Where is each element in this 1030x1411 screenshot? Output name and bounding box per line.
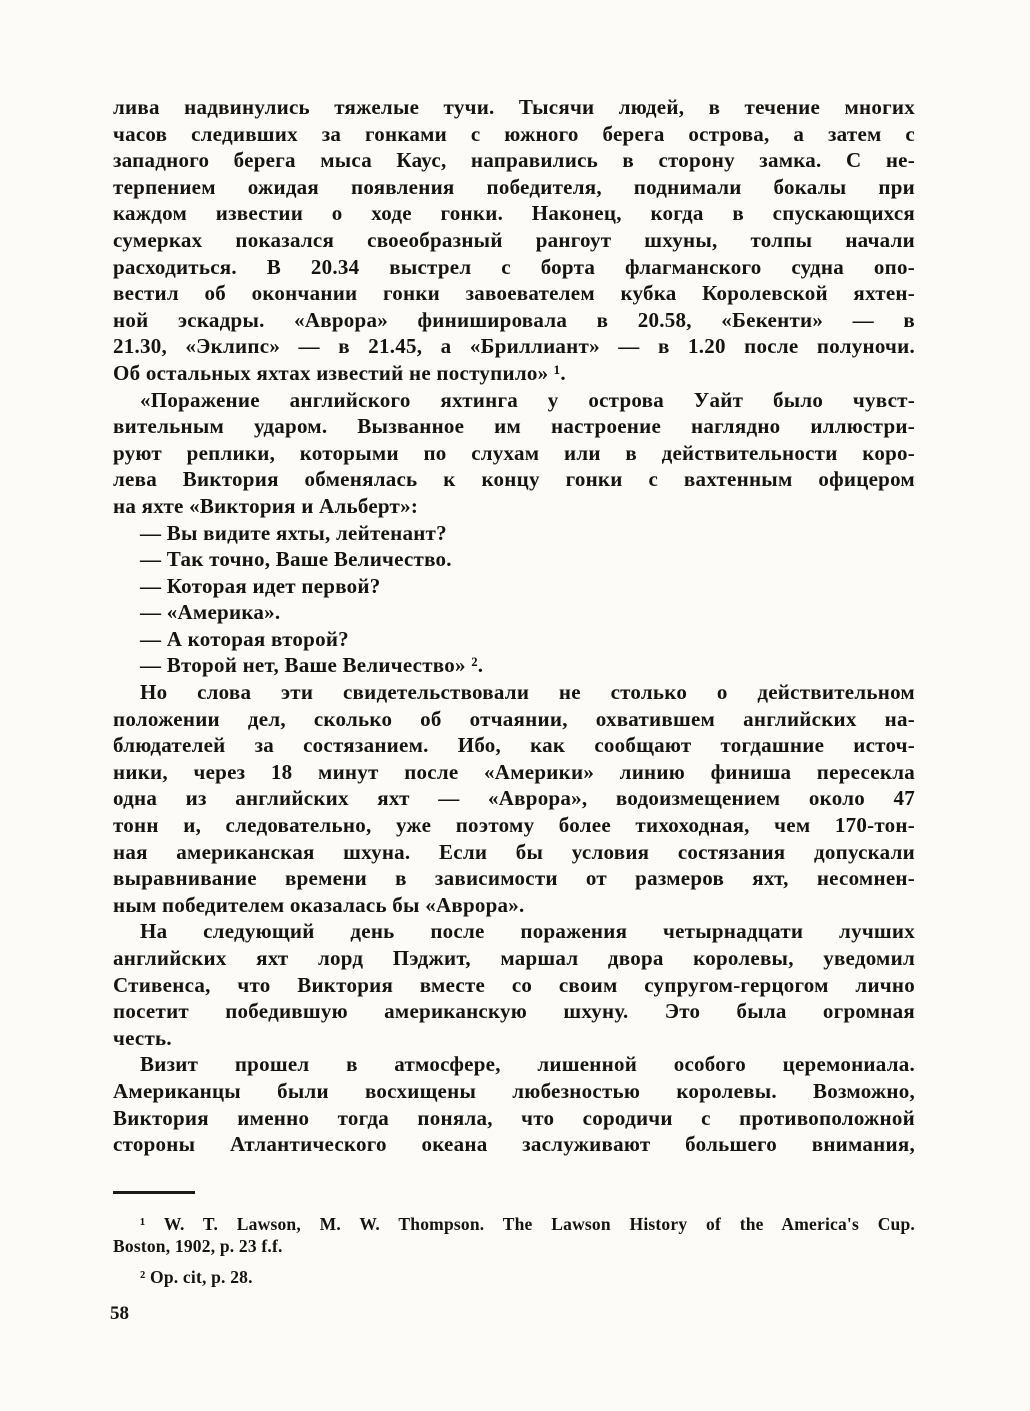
text-line: — А которая второй? xyxy=(140,626,349,651)
text-line: посетит победившую американскую шхуну. Это была огромная xyxy=(113,999,915,1024)
text-line: выравнивание времени в зависимости от размеров яхт, несомнен- xyxy=(113,866,915,891)
text-line: — Которая идет первой? xyxy=(140,573,381,598)
text-line: ¹ W. T. Lawson, M. W. Thompson. The Lawson History of the America's Cup. xyxy=(140,1214,915,1234)
text-line: Американцы были восхищены любезностью королевы. Возможно, xyxy=(113,1078,915,1103)
text-line: ной эскадры. «Аврора» финишировала в 20.58, «Бекенти» — в xyxy=(113,307,915,332)
paragraph xyxy=(113,1266,915,1288)
text-line: каждом известии о ходе гонки. Наконец, когда в спускающихся xyxy=(113,201,915,226)
text-line: одна из английских яхт — «Аврора», водоизмещением около 47 xyxy=(113,786,915,811)
paragraph xyxy=(113,918,915,1051)
text-line: английских яхт лорд Пэджит, маршал двора королевы, уведомил xyxy=(113,946,915,970)
paragraph xyxy=(113,679,915,918)
text-line: ным победителем оказалась бы «Аврора». xyxy=(113,892,525,917)
text-line: руют реплики, которыми по слухам или в действительности коро- xyxy=(113,440,915,465)
text-line: западного берега мыса Каус, направились в сторону замка. С не- xyxy=(113,148,915,173)
text-line: ная американская шхуна. Если бы условия состязания допускали xyxy=(113,839,915,864)
text-line: положении дел, сколько об отчаянии, охватившем английских на- xyxy=(113,706,915,731)
text-line: стороны Атлантического океана заслуживают большего внимания, xyxy=(113,1132,915,1157)
page-number: 58 xyxy=(110,1303,129,1324)
paragraph xyxy=(113,573,915,600)
text-line: лива надвинулись тяжелые тучи. Тысячи людей, в течение многих xyxy=(113,95,915,119)
text-line: — Второй нет, Ваше Величество» ². xyxy=(140,653,484,678)
text-line: ники, через 18 минут после «Америки» линию финиша пересекла xyxy=(113,759,915,784)
text-line: Но слова эти свидетельствовали не столько о действительном xyxy=(140,680,915,705)
text-line: честь. xyxy=(113,1025,172,1050)
text-line: — «Америка». xyxy=(140,600,281,625)
text-line: сумерках показался своеобразный рангоут шхуны, толпы начали xyxy=(113,227,915,252)
paragraph xyxy=(113,599,915,626)
text-line: вестил об окончании гонки завоевателем кубка Королевской яхтен- xyxy=(113,281,915,306)
paragraph xyxy=(113,652,915,679)
text-line: часов следивших за гонками с южного берега острова, а затем с xyxy=(113,121,915,146)
paragraph xyxy=(113,1051,915,1157)
text-line: лева Виктория обменялась к концу гонки с вахтенным офицером xyxy=(113,467,915,492)
text-line: — Вы видите яхты, лейтенант? xyxy=(140,520,447,545)
text-line: тонн и, следовательно, уже поэтому более тихоходная, чем 170-тон- xyxy=(113,813,915,838)
text-line: Об остальных яхтах известий не поступило» ¹. xyxy=(113,360,566,385)
text-line: терпением ожидая появления победителя, поднимали бокалы при xyxy=(113,174,915,199)
footnote-separator xyxy=(113,1191,195,1194)
text-line: — Так точно, Ваше Величество. xyxy=(140,547,452,572)
text-line: блюдателей за состязанием. Ибо, как сообщают тогдашние источ- xyxy=(113,733,915,758)
footnotes xyxy=(113,1213,915,1288)
text-line: Виктория именно тогда поняла, что сородичи с противоположной xyxy=(113,1105,915,1130)
paragraph xyxy=(113,626,915,653)
paragraph xyxy=(113,1213,915,1257)
text-line: вительным ударом. Вызванное им настроение наглядно иллюстри- xyxy=(113,414,915,439)
paragraph xyxy=(113,387,915,520)
text-line: Стивенса, что Виктория вместе со своим супругом-герцогом лично xyxy=(113,972,915,997)
paragraph xyxy=(113,546,915,573)
text-line: «Поражение английского яхтинга у острова Уайт было чувст- xyxy=(140,387,915,412)
body-text xyxy=(113,94,915,1158)
text-line: ² Op. cit, p. 28. xyxy=(140,1267,253,1287)
text-line: На следующий день после поражения четырнадцати лучших xyxy=(140,919,915,944)
text-line: расходиться. В 20.34 выстрел с борта флагманского судна опо- xyxy=(113,254,915,279)
text-line: 21.30, «Эклипс» — в 21.45, а «Бриллиант» — в 1.20 после полуночи. xyxy=(113,334,915,359)
text-line: на яхте «Виктория и Альберт»: xyxy=(113,493,419,518)
text-line: Boston, 1902, p. 23 f.f. xyxy=(113,1236,283,1256)
paragraph xyxy=(113,520,915,547)
paragraph xyxy=(113,94,915,387)
text-line: Визит прошел в атмосфере, лишенной особого церемониала. xyxy=(140,1052,915,1077)
